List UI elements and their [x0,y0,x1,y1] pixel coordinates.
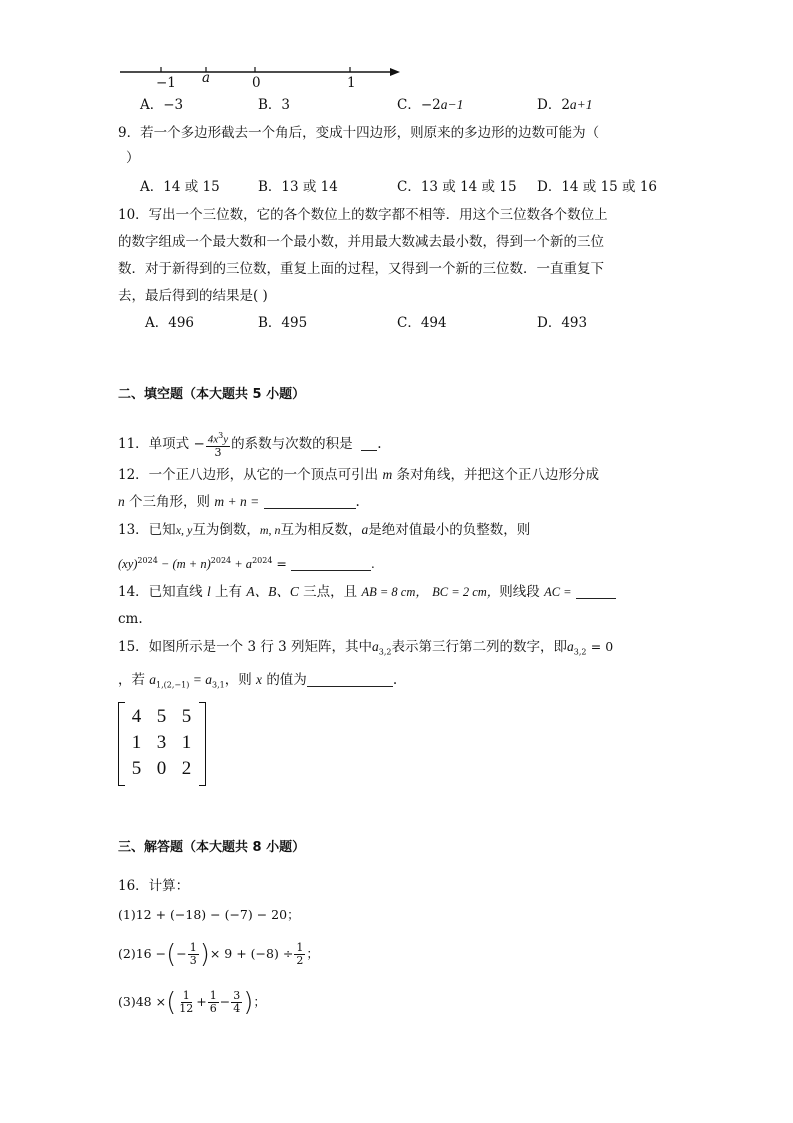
q16-p3-frac2-den: 6 [209,1002,217,1015]
q16-p2-frac2 [294,942,305,967]
q13-equals: = [272,556,287,572]
q11-frac-num: 4x [207,433,219,446]
q9-option-a[interactable]: A．14 或 15 [140,179,220,195]
label-zero: 0 [252,75,261,91]
q11-frac-den: 3 [214,445,222,459]
q15-part-d: ，则 [224,672,252,688]
matrix-right-bracket [199,702,206,786]
matrix-row [124,756,199,782]
q16-p3-frac3-den: 4 [233,1002,241,1015]
matrix-cell: 5 [181,706,192,727]
number-line-arrow [390,68,400,76]
q12-part-a: 12．一个正八边形，从它的一个顶点可引出 [118,467,379,483]
q13-expr-b: − (m + n) [157,557,211,572]
q12-end: . [355,494,360,510]
q16-p2-frac1 [188,942,199,967]
q11-answer-blank[interactable] [361,436,377,451]
q13-part-b: 互为倒数， [192,522,260,538]
q16-p3-frac3-num: 3 [233,989,241,1002]
matrix-cell: 2 [181,758,192,779]
q12-part-b: 条对角线，并把这个正八边形分成 [396,467,600,483]
q16-p3-frac1-num: 1 [182,989,190,1002]
q11-text [118,430,382,459]
q11-frac-num-sup: 3 [218,431,224,440]
q16-part2: (2)16 −(− $\frac{1}{3}$ )× 9 + (−8) ÷ $\frac{1}{2}$ ； [118,939,319,970]
q16-part1: (1)12 + (−18) − (−7) − 20； [118,907,300,922]
matrix-cell: 1 [181,732,192,753]
q10-text-line1: 10．写出一个三位数，它的各个数位上的数字都不相等．用这个三位数各个数位上 [118,207,608,223]
q16-p3-frac2 [208,990,219,1015]
q16-p3-frac1-den: 12 [179,1002,194,1015]
q16-p3-frac3 [231,990,242,1015]
q14-bc: BC = 2 cm， [432,585,500,599]
q8-option-d-expr: a+1 [569,97,593,112]
q16-p3-frac1 [177,990,195,1015]
q8-option-c-expr: a−1 [440,97,464,112]
q16-title: 16．计算： [118,878,190,894]
q14-l: l [206,584,211,599]
q14-part-d: 则线段 [499,584,540,600]
q14-ab: AB = 8 cm， [361,585,428,599]
q16-p3-frac2-num: 1 [209,989,217,1002]
q15-eq0: = 0 [590,639,614,654]
q15-part-a: 15．如图所示是一个 3 行 3 列矩阵，其中 [118,639,373,655]
q8-option-d[interactable] [537,95,593,115]
matrix-row [124,704,199,730]
q11-suffix: 的系数与次数的积是 [231,435,353,452]
q16-p2-a: (2)16 − [118,946,167,961]
q11-frac-num-tail: y [223,433,229,446]
q14-points: A、B、C [246,584,299,599]
q8-option-d-label: D．2 [537,97,570,113]
q8-option-b[interactable]: B．3 [258,97,291,113]
q13-a: a [361,522,369,537]
q15-a32-again: a [567,639,574,654]
q11-fraction [206,430,230,459]
q10-option-b[interactable]: B．495 [258,315,308,331]
q10-option-a[interactable]: A．496 [145,315,195,331]
q15-part-b: 表示第三行第二列的数字，即 [391,639,568,655]
q15-eq: = a [189,672,212,687]
q13-exp-3: 2024 [252,556,273,565]
q13-exp-1: 2024 [137,556,158,565]
q9-text-line1: 9．若一个多边形截去一个角后，变成十四边形，则原来的多边形的边数可能为（ [118,125,600,141]
section-solve-title: 三、解答题（本大题共 8 小题） [118,840,306,855]
section-fill-in-title: 二、填空题（本大题共 5 小题） [118,387,306,402]
q15-end: . [392,672,398,688]
q12-text-line1 [118,465,599,485]
q14-text-line1 [118,582,616,602]
q13-expression [118,551,375,574]
q12-expr: m + n = [214,494,260,509]
q12-answer-blank[interactable] [264,494,356,509]
matrix-table [124,704,199,782]
q15-part-c: ，若 [118,672,145,688]
matrix-cell: 5 [131,758,142,779]
q14-part-c: 三点，且 [303,584,358,600]
q13-text-line1 [118,520,530,540]
matrix-cell: 3 [156,732,167,753]
q15-sub-x: 1,(2,−1) [156,680,190,690]
q14-part-b: 上有 [215,584,243,600]
q8-option-a[interactable]: A．−3 [140,97,184,113]
q9-text-line2: ） [126,150,140,166]
q9-option-c[interactable]: C．13 或 14 或 15 [397,179,517,195]
q16-p2-b: × 9 + (−8) ÷ [209,946,294,961]
q10-text-line2: 的数字组成一个最大数和一个最小数，并用最大数减去最小数，得到一个新的三位 [118,234,604,250]
q15-a32-sub: 3,2 [378,647,392,657]
q13-xy: x, y [175,523,193,537]
q12-part-c: 个三角形，则 [129,494,211,510]
q15-part-e: 的值为 [266,672,307,688]
q9-option-d[interactable]: D．14 或 15 或 16 [537,179,658,195]
q13-expr-a: (xy) [118,557,138,572]
q14-ac: AC = [544,585,572,599]
q8-option-c[interactable] [397,95,463,115]
q13-part-a: 13．已知 [118,522,176,538]
q15-text-line2 [118,670,397,696]
q13-end: . [370,556,375,572]
label-minus-one: −1 [156,75,176,91]
q15-x: x [256,672,263,687]
q12-n: n [118,494,125,509]
matrix-cell: 0 [156,758,167,779]
matrix-cell: 1 [131,732,142,753]
q14-text-line2: cm. [118,611,143,627]
matrix-row [124,730,199,756]
q15-a32-sub-again: 3,2 [573,647,587,657]
q15-text-line1 [118,637,613,663]
matrix-3x3 [118,702,206,784]
q12-text-line2 [118,492,360,512]
q11-end: . [377,435,382,452]
q15-sub31: 3,1 [211,680,225,690]
q13-answer-blank[interactable] [291,556,371,571]
q16-p2-frac2-num: 1 [296,941,304,954]
q16-p2-frac1-den: 3 [189,954,197,967]
q15-a-sub: a [149,672,157,687]
label-a: a [202,70,211,86]
q13-expr-c: + a [231,557,253,572]
q10-option-d[interactable]: D．493 [537,315,588,331]
q10-text-line3: 数．对于新得到的三位数，重复上面的过程，又得到一个新的三位数．一直重复下 [118,261,604,277]
q16-part3: (3)48 ×( $\frac{1}{12}$ + $\frac{1}{6}$ − $\frac{3}{4}$ )； [118,987,266,1018]
q10-option-c[interactable]: C．494 [397,315,447,331]
q16-p2-frac1-num: 1 [189,941,197,954]
q10-text-line4: 去，最后得到的结果是( ) [118,288,268,304]
q8-option-c-label: C．−2 [397,97,441,113]
q13-exp-2: 2024 [210,556,232,565]
q11-prefix: 11．单项式 − [118,435,205,452]
q16-p3-end: ； [253,994,266,1009]
q16-p3-a: (3)48 × [118,994,167,1009]
matrix-cell: 4 [131,706,142,727]
matrix-cell: 5 [156,706,167,727]
q13-mn: m, n [259,523,281,537]
q16-p2-end: ； [306,946,319,961]
q13-part-d: 是绝对值最小的负整数，则 [368,522,531,538]
q16-p2-frac2-den: 2 [296,954,304,967]
q9-option-b[interactable]: B．13 或 14 [258,179,338,195]
q15-a32: a [372,639,379,654]
q12-m: m [382,467,393,482]
q13-part-c: 互为相反数， [280,522,362,538]
q15-answer-blank[interactable] [307,672,393,687]
q14-part-a: 14．已知直线 [118,584,203,600]
q14-answer-blank[interactable] [576,584,616,599]
label-one: 1 [347,75,356,91]
